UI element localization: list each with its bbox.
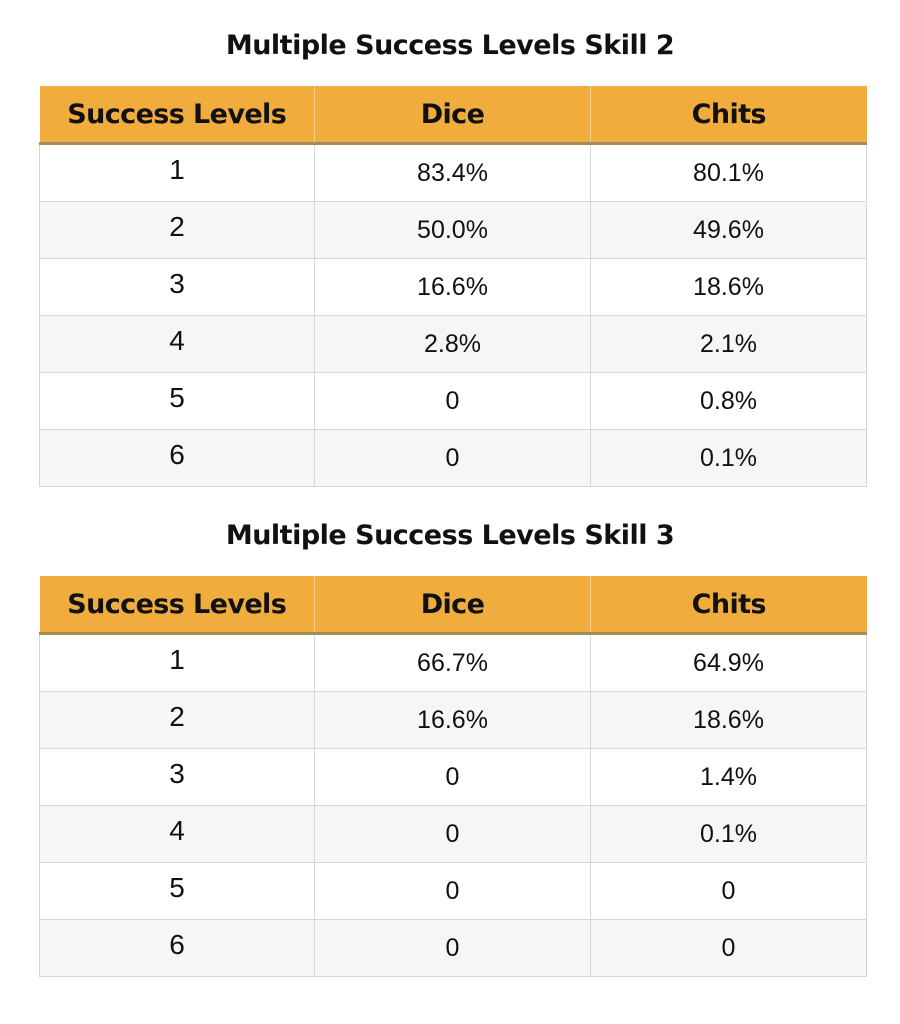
success-level-cell: 6	[40, 920, 315, 977]
table-row	[40, 692, 867, 749]
dice-value-cell: 0	[315, 806, 591, 863]
table-row	[40, 259, 867, 316]
success-level-cell: 6	[40, 430, 315, 487]
success-level-cell: 2	[40, 692, 315, 749]
dice-value-cell: 66.7%	[315, 634, 591, 692]
success-level-cell: 3	[40, 749, 315, 806]
table-row	[40, 863, 867, 920]
success-level-cell: 4	[40, 316, 315, 373]
table-title-skill-2: Multiple Success Levels Skill 2	[225, 30, 675, 61]
dice-value-cell: 0	[315, 373, 591, 430]
dice-value-cell: 2.8%	[315, 316, 591, 373]
table-header-row	[40, 86, 867, 144]
table-row	[40, 373, 867, 430]
column-header-success-levels: Success Levels	[40, 576, 315, 634]
column-header-chits: Chits	[591, 86, 867, 144]
dice-value-cell: 0	[315, 430, 591, 487]
dice-value-cell: 83.4%	[315, 144, 591, 202]
table-row	[40, 920, 867, 977]
chits-value-cell: 0	[591, 920, 867, 977]
chits-value-cell: 1.4%	[591, 749, 867, 806]
table-title-skill-3: Multiple Success Levels Skill 3	[225, 520, 675, 551]
chits-value-cell: 18.6%	[591, 692, 867, 749]
success-level-cell: 1	[40, 144, 315, 202]
column-header-chits: Chits	[591, 576, 867, 634]
chits-value-cell: 80.1%	[591, 144, 867, 202]
column-header-dice: Dice	[315, 576, 591, 634]
table-row	[40, 316, 867, 373]
success-level-cell: 2	[40, 202, 315, 259]
table-header-row	[40, 576, 867, 634]
success-level-cell: 3	[40, 259, 315, 316]
chits-value-cell: 0	[591, 863, 867, 920]
table-row	[40, 202, 867, 259]
table-row	[40, 749, 867, 806]
success-levels-table-skill-3	[39, 576, 867, 977]
table-row	[40, 144, 867, 202]
success-level-cell: 5	[40, 863, 315, 920]
dice-value-cell: 0	[315, 863, 591, 920]
table-row	[40, 634, 867, 692]
chits-value-cell: 49.6%	[591, 202, 867, 259]
success-level-cell: 4	[40, 806, 315, 863]
dice-value-cell: 50.0%	[315, 202, 591, 259]
dice-value-cell: 0	[315, 920, 591, 977]
success-levels-table-skill-2	[39, 86, 867, 487]
chits-value-cell: 18.6%	[591, 259, 867, 316]
table-row	[40, 430, 867, 487]
column-header-dice: Dice	[315, 86, 591, 144]
dice-value-cell: 16.6%	[315, 259, 591, 316]
chits-value-cell: 0.8%	[591, 373, 867, 430]
chits-value-cell: 2.1%	[591, 316, 867, 373]
chits-value-cell: 64.9%	[591, 634, 867, 692]
chits-value-cell: 0.1%	[591, 430, 867, 487]
column-header-success-levels: Success Levels	[40, 86, 315, 144]
dice-value-cell: 0	[315, 749, 591, 806]
chits-value-cell: 0.1%	[591, 806, 867, 863]
success-level-cell: 1	[40, 634, 315, 692]
table-row	[40, 806, 867, 863]
dice-value-cell: 16.6%	[315, 692, 591, 749]
success-level-cell: 5	[40, 373, 315, 430]
